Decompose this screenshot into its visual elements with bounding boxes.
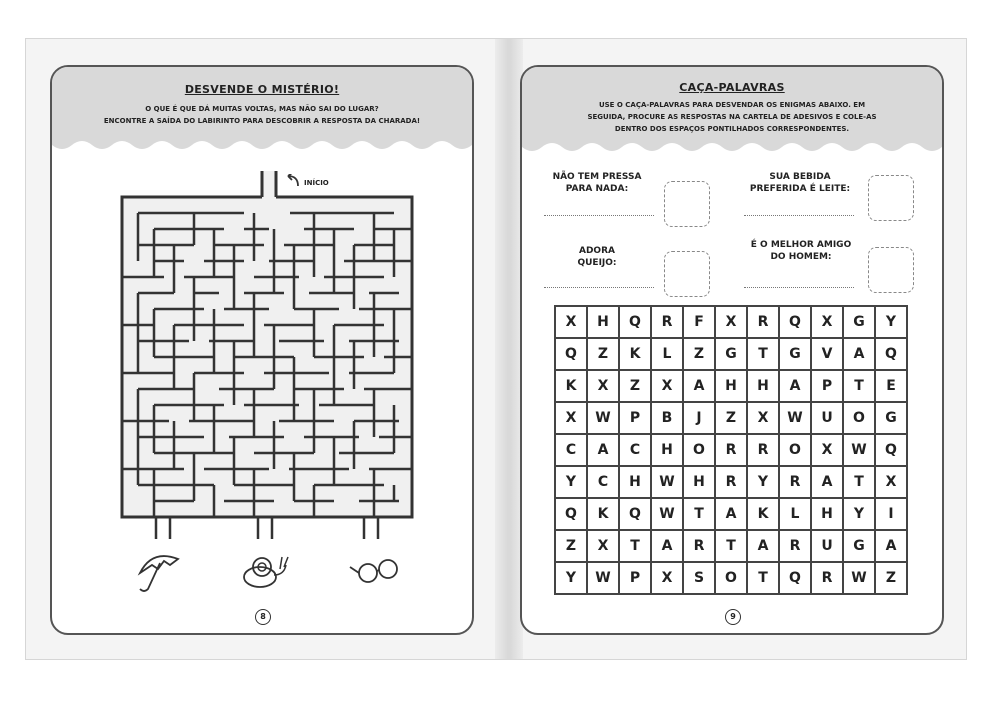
grid-cell[interactable]: Z <box>875 562 907 594</box>
grid-cell[interactable]: H <box>715 370 747 402</box>
grid-cell[interactable]: O <box>843 402 875 434</box>
grid-cell[interactable]: R <box>747 306 779 338</box>
grid-cell[interactable]: Q <box>779 306 811 338</box>
page-title: CAÇA-PALAVRAS <box>679 81 785 94</box>
grid-cell[interactable]: A <box>683 370 715 402</box>
grid-cell[interactable]: X <box>747 402 779 434</box>
grid-cell[interactable]: C <box>619 434 651 466</box>
grid-cell[interactable]: T <box>747 562 779 594</box>
grid-cell[interactable]: X <box>651 562 683 594</box>
grid-row <box>555 402 907 434</box>
grid-cell[interactable]: H <box>683 466 715 498</box>
grid-cell[interactable]: Y <box>843 498 875 530</box>
grid-cell[interactable]: J <box>683 402 715 434</box>
grid-cell[interactable]: T <box>843 466 875 498</box>
instruction-line: O QUE É QUE DÁ MUITAS VOLTAS, MAS NÃO SAI DO LUGAR? <box>145 105 379 113</box>
grid-cell[interactable]: K <box>555 370 587 402</box>
grid-cell[interactable]: O <box>779 434 811 466</box>
grid-cell[interactable]: Q <box>619 498 651 530</box>
grid-row <box>555 434 907 466</box>
umbrella-icon[interactable] <box>130 545 186 595</box>
grid-cell[interactable]: A <box>651 530 683 562</box>
grid-cell[interactable]: R <box>715 466 747 498</box>
grid-cell[interactable]: Z <box>683 338 715 370</box>
grid-row <box>555 370 907 402</box>
grid-cell[interactable]: Q <box>619 306 651 338</box>
grid-cell[interactable]: R <box>779 530 811 562</box>
grid-cell[interactable]: G <box>875 402 907 434</box>
grid-row <box>555 562 907 594</box>
grid-cell[interactable]: P <box>619 562 651 594</box>
grid-cell[interactable]: G <box>843 530 875 562</box>
grid-cell[interactable]: W <box>843 434 875 466</box>
grid-cell[interactable]: R <box>779 466 811 498</box>
grid-cell[interactable]: Q <box>875 434 907 466</box>
grid-cell[interactable]: H <box>811 498 843 530</box>
grid-cell[interactable]: A <box>843 338 875 370</box>
grid-cell[interactable]: Q <box>875 338 907 370</box>
grid-cell[interactable]: L <box>779 498 811 530</box>
grid-cell[interactable]: C <box>555 434 587 466</box>
grid-cell[interactable]: W <box>651 498 683 530</box>
answer-line <box>544 215 654 216</box>
start-arrow-icon <box>282 173 302 192</box>
snail-icon[interactable] <box>236 545 292 595</box>
glasses-icon[interactable] <box>346 545 402 595</box>
grid-cell[interactable]: E <box>875 370 907 402</box>
grid-cell[interactable]: T <box>619 530 651 562</box>
grid-cell[interactable]: K <box>747 498 779 530</box>
grid-cell[interactable]: Y <box>875 306 907 338</box>
grid-cell[interactable]: X <box>811 306 843 338</box>
answer-options <box>52 545 472 605</box>
grid-cell[interactable]: X <box>811 434 843 466</box>
grid-cell[interactable]: U <box>811 530 843 562</box>
riddle-4: É O MELHOR AMIGO DO HOMEM: <box>750 240 852 262</box>
book-spine <box>495 39 523 659</box>
grid-cell[interactable]: P <box>811 370 843 402</box>
grid-row <box>555 498 907 530</box>
grid-cell[interactable]: W <box>587 562 619 594</box>
grid-cell[interactable]: G <box>779 338 811 370</box>
grid-cell[interactable]: X <box>555 402 587 434</box>
page-number: 9 <box>725 609 741 625</box>
grid-cell[interactable]: X <box>715 306 747 338</box>
grid-cell[interactable]: X <box>651 370 683 402</box>
grid-cell[interactable]: R <box>747 434 779 466</box>
grid-cell[interactable]: V <box>811 338 843 370</box>
grid-cell[interactable]: H <box>619 466 651 498</box>
grid-cell[interactable]: W <box>587 402 619 434</box>
sticker-slot[interactable] <box>664 251 710 297</box>
grid-cell[interactable]: H <box>587 306 619 338</box>
grid-cell[interactable]: G <box>843 306 875 338</box>
grid-cell[interactable]: A <box>715 498 747 530</box>
instruction-line: DENTRO DOS ESPAÇOS PONTILHADOS CORRESPONDENTES. <box>614 125 850 133</box>
instruction-line: USE O CAÇA-PALAVRAS PARA DESVENDAR OS ENIGMAS ABAIXO. EM <box>598 101 866 109</box>
grid-cell[interactable]: X <box>555 306 587 338</box>
grid-row <box>555 338 907 370</box>
grid-cell[interactable]: A <box>779 370 811 402</box>
grid-cell[interactable]: Q <box>555 498 587 530</box>
grid-cell[interactable]: A <box>587 434 619 466</box>
riddle-1: NÃO TEM PRESSA PARA NADA: <box>552 172 642 194</box>
instruction-line: ENCONTRE A SAÍDA DO LABIRINTO PARA DESCOBRIR A RESPOSTA DA CHARADA! <box>103 117 421 125</box>
grid-cell[interactable]: Z <box>619 370 651 402</box>
grid-cell[interactable]: W <box>779 402 811 434</box>
grid-cell[interactable]: S <box>683 562 715 594</box>
grid-cell[interactable]: K <box>587 498 619 530</box>
grid-cell[interactable]: R <box>651 306 683 338</box>
grid-cell[interactable]: Z <box>587 338 619 370</box>
right-page <box>520 65 944 635</box>
grid-cell[interactable]: A <box>747 530 779 562</box>
answer-line <box>744 215 854 216</box>
grid-cell[interactable]: X <box>587 530 619 562</box>
grid-cell[interactable]: F <box>683 306 715 338</box>
grid-cell[interactable]: T <box>747 338 779 370</box>
grid-cell[interactable]: L <box>651 338 683 370</box>
right-header <box>522 67 942 157</box>
grid-row <box>555 306 907 338</box>
grid-cell[interactable]: Y <box>747 466 779 498</box>
maze[interactable] <box>94 167 434 547</box>
grid-cell[interactable]: Q <box>779 562 811 594</box>
grid-cell[interactable]: K <box>619 338 651 370</box>
grid-cell[interactable]: Z <box>715 402 747 434</box>
grid-cell[interactable]: C <box>587 466 619 498</box>
grid-row <box>555 466 907 498</box>
grid-cell[interactable]: Y <box>555 562 587 594</box>
grid-cell[interactable]: X <box>587 370 619 402</box>
grid-cell[interactable]: Z <box>555 530 587 562</box>
grid-cell[interactable]: O <box>715 562 747 594</box>
left-header <box>52 67 472 157</box>
grid-cell[interactable]: I <box>875 498 907 530</box>
grid-cell[interactable]: Q <box>555 338 587 370</box>
grid-cell[interactable]: O <box>683 434 715 466</box>
instruction-line: SEGUIDA, PROCURE AS RESPOSTAS NA CARTELA DE ADESIVOS E COLE-AS <box>587 113 877 121</box>
grid-cell[interactable]: B <box>651 402 683 434</box>
grid-cell[interactable]: T <box>683 498 715 530</box>
answer-line <box>544 287 654 288</box>
start-label: INÍCIO <box>304 179 329 187</box>
grid-cell[interactable]: R <box>683 530 715 562</box>
page-number: 8 <box>255 609 271 625</box>
grid-cell[interactable]: A <box>811 466 843 498</box>
grid-cell[interactable]: H <box>651 434 683 466</box>
sticker-slot[interactable] <box>868 247 914 293</box>
left-page <box>50 65 474 635</box>
grid-cell[interactable]: T <box>715 530 747 562</box>
grid-cell[interactable]: T <box>843 370 875 402</box>
grid-cell[interactable]: X <box>875 466 907 498</box>
answer-line <box>744 287 854 288</box>
word-search-grid[interactable] <box>554 305 908 595</box>
grid-cell[interactable]: G <box>715 338 747 370</box>
grid-cell[interactable]: Y <box>555 466 587 498</box>
grid-row <box>555 530 907 562</box>
grid-cell[interactable]: P <box>619 402 651 434</box>
grid-cell[interactable]: U <box>811 402 843 434</box>
grid-cell[interactable]: W <box>843 562 875 594</box>
grid-cell[interactable]: R <box>811 562 843 594</box>
grid-cell[interactable]: R <box>715 434 747 466</box>
grid-cell[interactable]: A <box>875 530 907 562</box>
riddle-2: SUA BEBIDA PREFERIDA É LEITE: <box>749 172 851 194</box>
grid-cell[interactable]: W <box>651 466 683 498</box>
riddle-3: ADORA QUEIJO: <box>577 246 617 268</box>
page-title: DESVENDE O MISTÉRIO! <box>184 83 340 96</box>
grid-cell[interactable]: H <box>747 370 779 402</box>
sticker-slot[interactable] <box>664 181 710 227</box>
sticker-slot[interactable] <box>868 175 914 221</box>
book-spread <box>25 38 967 660</box>
